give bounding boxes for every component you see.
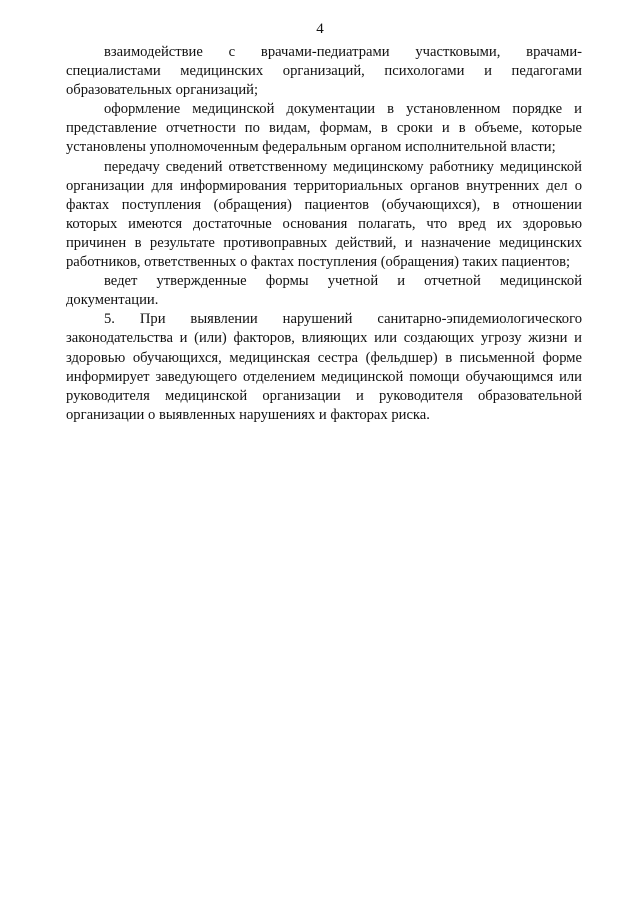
document-body: [66, 43, 582, 425]
paragraph-item-5: 5. При выявлении нарушений санитарно-эпидемиологического законодательства и (или) факторов, влияющих или создающих угрозу жизни и здоровью обучающихся, медицинская сестра (фельдшер) в письменной форме информирует заведующего отделением медицинской помощи обучающимся или руководителя медицинской организации и руководителя образовательной организации о выявленных нарушениях и факторах риска.: [66, 311, 582, 423]
page-number: 4: [316, 21, 324, 37]
paragraph-record-keeping: ведет утвержденные формы учетной и отчетной медицинской документации.: [66, 273, 582, 309]
paragraph-interaction: взаимодействие с врачами-педиатрами участковыми, врачами-специалистами медицинских организаций, психологами и педагогами образовательных организаций;: [66, 44, 582, 99]
paragraph-information-transfer: передачу сведений ответственному медицинскому работнику медицинской организации для информирования территориальных органов внутренних дел о фактах поступления (обращения) пациентов (обучающихся), в отношении которых имеются достаточные основания полагать, что вред их здоровью причинен в результате противоправных действий, и назначение медицинских работников, ответственных о фактах поступления (обращения) таких пациентов;: [66, 158, 582, 271]
paragraph-documentation: оформление медицинской документации в установленном порядке и представление отчетности по видам, формам, в сроки и в объеме, которые установлены уполномоченным федеральным органом исполнительной власти;: [66, 101, 582, 156]
